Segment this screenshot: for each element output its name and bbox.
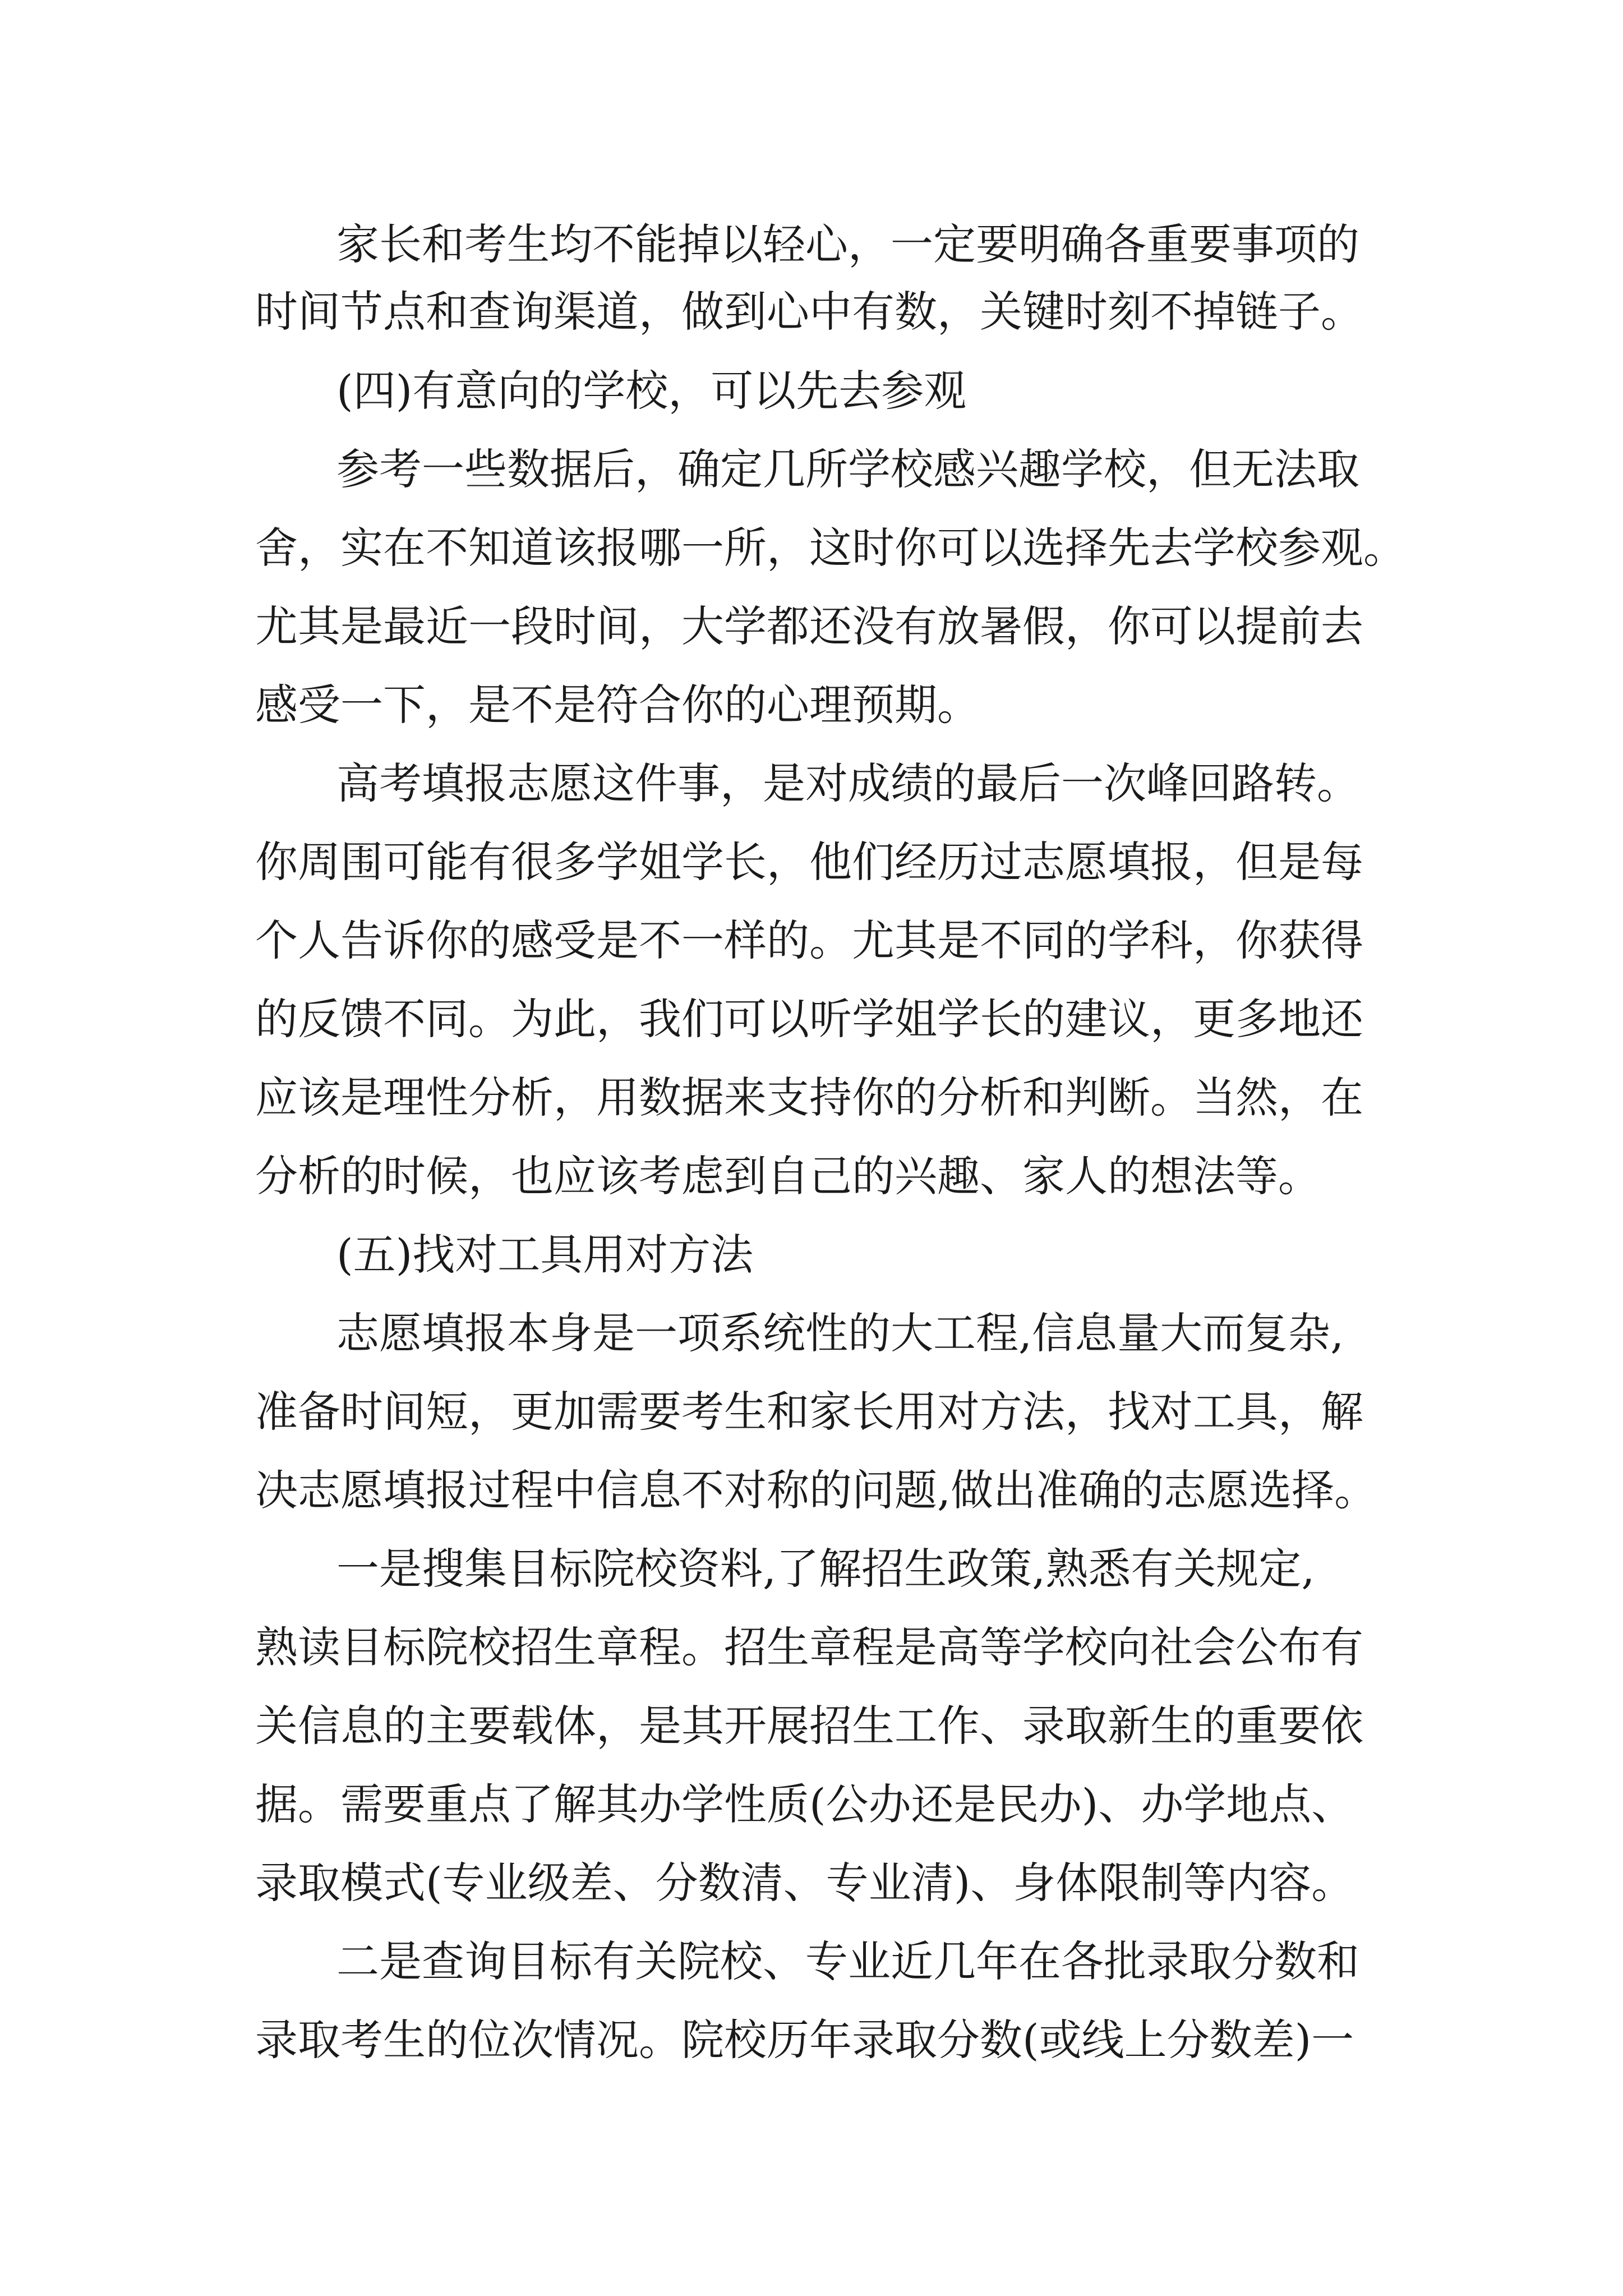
text-line: 你周围可能有很多学姐学长，他们经历过志愿填报，但是每 <box>255 837 1363 887</box>
text-line: 个人告诉你的感受是不一样的。尤其是不同的学科，你获得 <box>255 915 1363 965</box>
text-line: 志愿填报本身是一项系统性的大工程,信息量大而复杂, <box>336 1308 1344 1358</box>
text-line: 尤其是最近一段时间，大学都还没有放暑假，你可以提前去 <box>255 601 1363 651</box>
text-line: 二是查询目标有关院校、专业近几年在各批录取分数和 <box>336 1936 1359 1986</box>
text-line: 录取考生的位次情况。院校历年录取分数(或线上分数差)一 <box>255 2015 1354 2065</box>
text-line: 分析的时候，也应该考虑到自己的兴趣、家人的想法等。 <box>255 1151 1321 1201</box>
text-line: 据。需要重点了解其办学性质(公办还是民办)、办学地点、 <box>255 1779 1354 1829</box>
text-line: 的反馈不同。为此，我们可以听学姐学长的建议，更多地还 <box>255 994 1363 1044</box>
text-line: 时间节点和查询渠道，做到心中有数，关键时刻不掉链子。 <box>255 287 1363 337</box>
text-line: 高考填报志愿这件事，是对成绩的最后一次峰回路转。 <box>336 758 1359 808</box>
text-line: 准备时间短，更加需要考生和家长用对方法，找对工具，解 <box>255 1387 1363 1437</box>
text-line: 感受一下，是不是符合你的心理预期。 <box>255 680 980 730</box>
text-line: 关信息的主要载体，是其开展招生工作、录取新生的重要依 <box>255 1701 1363 1751</box>
text-line: 家长和考生均不能掉以轻心，一定要明确各重要事项的 <box>336 219 1359 269</box>
text-line: 一是搜集目标院校资料,了解招生政策,熟悉有关规定, <box>336 1544 1315 1594</box>
text-line: 应该是理性分析，用数据来支持你的分析和判断。当然，在 <box>255 1073 1363 1122</box>
text-line: 熟读目标院校招生章程。招生章程是高等学校向社会公布有 <box>255 1622 1363 1672</box>
text-line: 参考一些数据后，确定几所学校感兴趣学校，但无法取 <box>336 444 1359 494</box>
text-line: 决志愿填报过程中信息不对称的问题,做出准确的志愿选择。 <box>255 1465 1377 1515</box>
text-line: 录取模式(专业级差、分数清、专业清)、身体限制等内容。 <box>255 1858 1354 1908</box>
section-heading: (四)有意向的学校，可以先去参观 <box>336 366 967 416</box>
text-line: 舍，实在不知道该报哪一所，这时你可以选择先去学校参观。 <box>255 523 1406 573</box>
section-heading: (五)找对工具用对方法 <box>336 1230 754 1280</box>
